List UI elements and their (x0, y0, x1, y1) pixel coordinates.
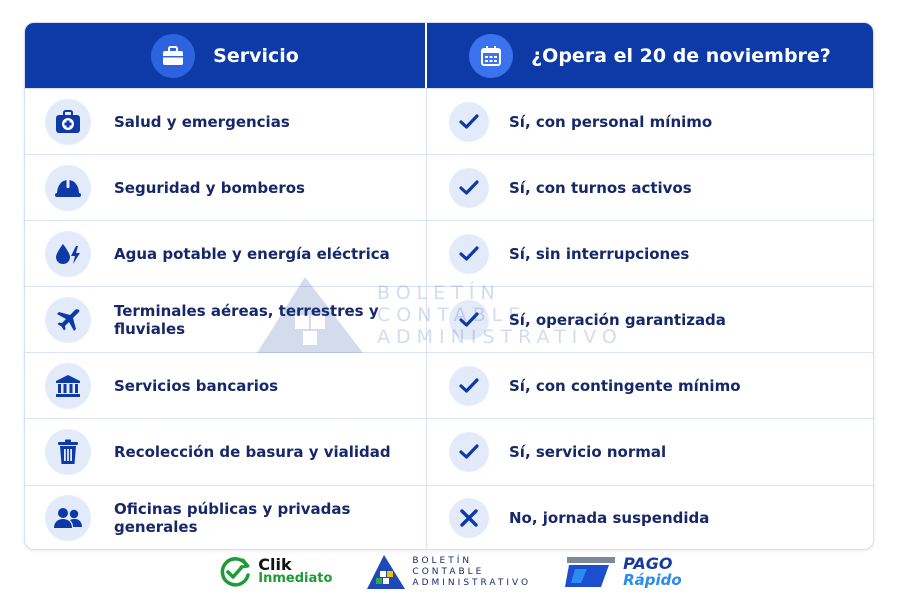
status-label: Sí, con contingente mínimo (509, 376, 741, 395)
header-service-label: Servicio (213, 44, 299, 67)
status-cell (427, 287, 873, 352)
service-cell (25, 486, 427, 550)
people-icon (45, 495, 91, 541)
status-label: Sí, servicio normal (509, 443, 667, 462)
check-icon (449, 366, 489, 406)
status-label: Sí, con turnos activos (509, 178, 692, 197)
service-cell (25, 155, 427, 220)
table-row (25, 88, 873, 154)
table-row (25, 154, 873, 220)
header-operates-label: ¿Opera el 20 de noviembre? (531, 44, 831, 67)
status-cell (427, 486, 873, 550)
service-cell (25, 287, 427, 352)
pago-logo-line: PAGO (623, 554, 673, 573)
clik-inmediato-logo (218, 555, 332, 589)
card-icon (565, 556, 617, 588)
status-label: Sí, operación garantizada (509, 310, 726, 329)
service-label: Salud y emergencias (114, 112, 290, 131)
header-service (25, 23, 427, 88)
status-cell (427, 221, 873, 286)
service-label: Terminales aéreas, terrestres y fluviales (114, 301, 379, 338)
status-label: Sí, sin interrupciones (509, 244, 690, 263)
service-cell (25, 221, 427, 286)
trash-icon (45, 429, 91, 475)
status-label: Sí, con personal mínimo (509, 112, 713, 131)
service-label: Oficinas públicas y privadas generales (114, 500, 351, 537)
bca-logo-line: BOLETÍN (412, 555, 473, 566)
services-table (24, 22, 874, 550)
bank-icon (45, 363, 91, 409)
status-cell (427, 155, 873, 220)
refresh-check-icon (218, 555, 252, 589)
header-operates (427, 23, 873, 88)
service-label: Agua potable y energía eléctrica (114, 244, 390, 263)
helmet-icon (45, 165, 91, 211)
check-icon (449, 300, 489, 340)
footer-logos (0, 548, 900, 596)
boletin-triangle-icon (366, 554, 406, 590)
check-icon (449, 168, 489, 208)
status-cell (427, 89, 873, 154)
service-cell (25, 353, 427, 418)
status-cell (427, 353, 873, 418)
service-cell (25, 419, 427, 484)
service-label: Recolección de basura y vialidad (114, 443, 391, 462)
status-label: No, jornada suspendida (509, 509, 710, 528)
service-label: Servicios bancarios (114, 376, 279, 395)
service-cell (25, 89, 427, 154)
airplane-icon (45, 297, 91, 343)
medical-kit-icon (45, 99, 91, 145)
table-row (25, 352, 873, 418)
pago-logo-line: Rápido (623, 571, 682, 589)
status-cell (427, 419, 873, 484)
table-row (25, 418, 873, 484)
table-row (25, 286, 873, 352)
clik-logo-line: Inmediato (258, 571, 333, 586)
table-row (25, 220, 873, 286)
boletin-contable-logo (366, 554, 531, 590)
cross-icon (449, 498, 489, 538)
check-icon (449, 234, 489, 274)
table-row (25, 485, 873, 550)
table-header (25, 23, 873, 88)
check-icon (449, 432, 489, 472)
briefcase-icon (151, 34, 195, 78)
bca-logo-line: CONTABLE (412, 566, 485, 577)
bca-logo-line: ADMINISTRATIVO (412, 577, 532, 588)
water-energy-icon (45, 231, 91, 277)
check-icon (449, 102, 489, 142)
clik-logo-line: Clik (258, 555, 292, 574)
calendar-icon (469, 34, 513, 78)
pago-rapido-logo (565, 556, 682, 588)
service-label: Seguridad y bomberos (114, 178, 305, 197)
